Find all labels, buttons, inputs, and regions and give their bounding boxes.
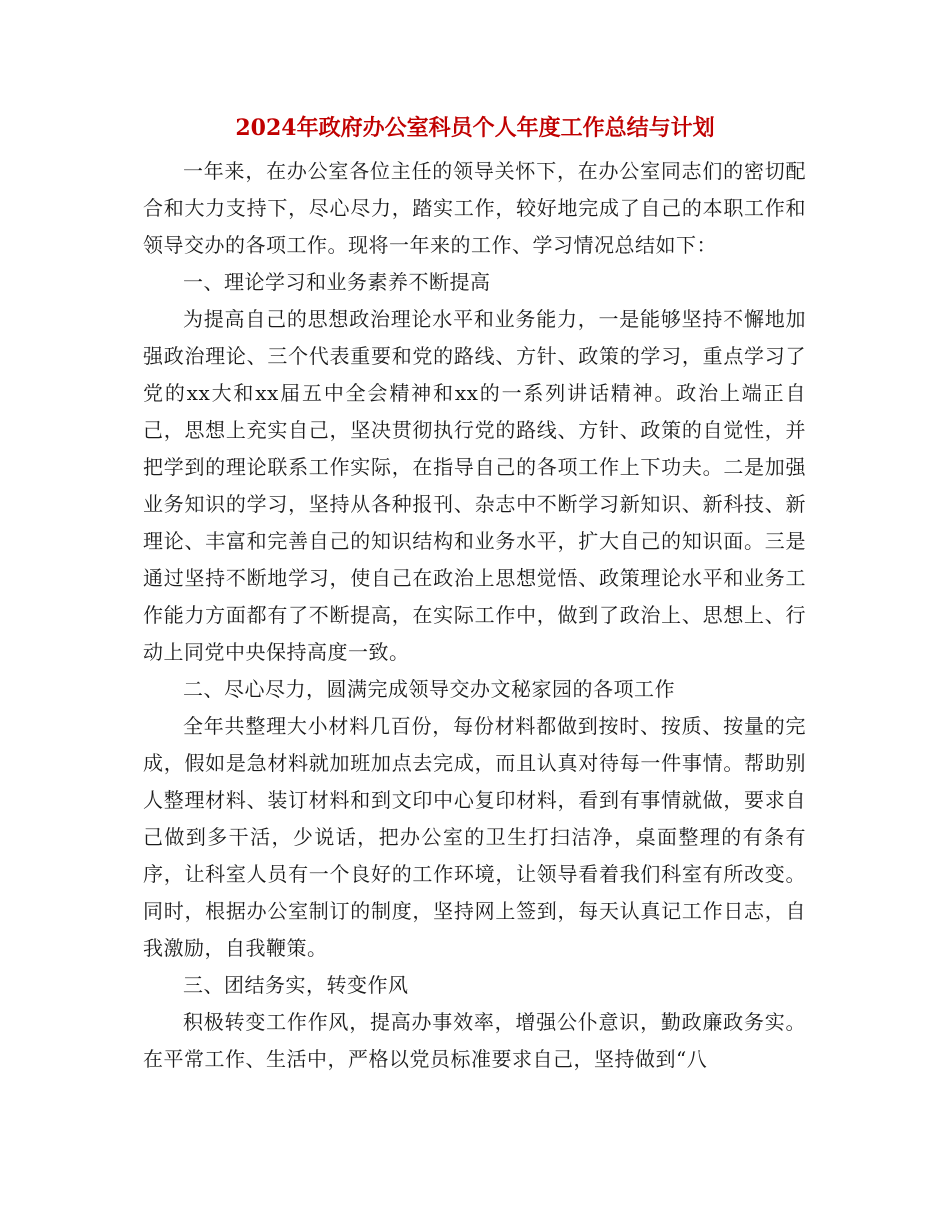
section-heading-1: 一、理论学习和业务素养不断提高 xyxy=(183,270,491,294)
document-title: 2024年政府办公室科员个人年度工作总结与计划 xyxy=(235,115,715,141)
paragraph-intro: 一年来，在办公室各位主任的领导关怀下，在办公室同志们的密切配合和大力支持下，尽心尽力，踏实工作，较好地完成了自己的本职工作和领导交办的各项工作。现将一年来的工作、学习情况总结如下： xyxy=(143,159,806,257)
paragraph-section-1: 为提高自己的思想政治理论水平和业务能力，一是能够坚持不懈地加强政治理论、三个代表重要和党的路线、方针、政策的学习，重点学习了党的xx大和xx届五中全会精神和xx的一系列讲话精神。政治上端正自己，思想上充实自己，坚决贯彻执行党的路线、方针、政策的自觉性，并把学到的理论联系工作实际，在指导自己的各项工作上下功夫。二是加强业务知识的学习，坚持从各种报刊、杂志中不断学习新知识、新科技、新理论、丰富和完善自己的知识结构和业务水平，扩大自己的知识面。三是通过坚持不断地学习，使自己在政治上思想觉悟、政策理论水平和业务工作能力方面都有了不断提高，在实际工作中，做到了政治上、思想上、行动上同党中央保持高度一致。 xyxy=(143,307,806,664)
section-heading-2: 二、尽心尽力，圆满完成领导交办文秘家园的各项工作 xyxy=(183,677,675,701)
paragraph-section-2: 全年共整理大小材料几百份，每份材料都做到按时、按质、按量的完成，假如是急材料就加班加点去完成，而且认真对待每一件事情。帮助别人整理材料、装订材料和到文印中心复印材料，看到有事情就做，要求自己做到多干活，少说话，把办公室的卫生打扫洁净，桌面整理的有条有序，让科室人员有一个良好的工作环境，让领导看着我们科室有所改变。同时，根据办公室制订的制度，坚持网上签到，每天认真记工作日志，自我激励，自我鞭策。 xyxy=(143,714,806,960)
section-heading-3: 三、团结务实，转变作风 xyxy=(183,973,409,997)
document-body xyxy=(143,153,806,1078)
paragraph-section-3: 积极转变工作作风，提高办事效率，增强公仆意识，勤政廉政务实。在平常工作、生活中，严格以党员标准要求自己，坚持做到“八 xyxy=(143,1010,806,1071)
